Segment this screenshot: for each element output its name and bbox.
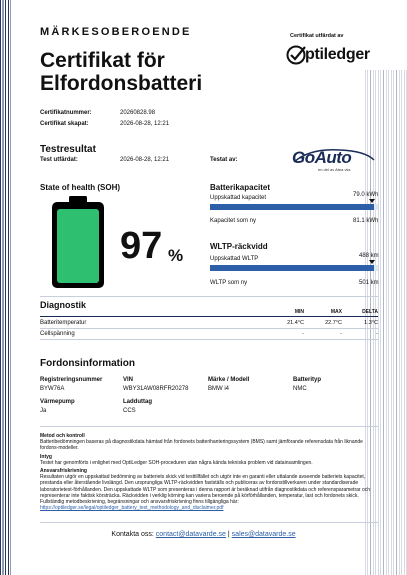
- soh-title: State of health (SOH): [40, 183, 121, 192]
- disclaimer-link[interactable]: https://optiledger.se/legal/optiledger_battery_test_methodology_and_disclaimer.pdf: [40, 505, 224, 512]
- test-issued-value: 2026-08-28, 12:21: [120, 157, 170, 163]
- capacity-title: Batterikapacitet: [210, 183, 271, 192]
- footer-notes: [40, 433, 378, 511]
- divider: [40, 296, 378, 297]
- cert-created-value: 2026-08-28, 12:21: [120, 121, 170, 127]
- wltp-bar-fill: [210, 265, 374, 271]
- left-stripe-decoration: [0, 0, 11, 575]
- vehicle-title: Fordonsinformation: [40, 358, 135, 369]
- capacity-new-value: 81.1 kWh: [353, 218, 379, 224]
- diag-header-delta: DELTA: [362, 309, 378, 315]
- wltp-expected-label: Uppskattad WLTP: [210, 256, 259, 262]
- contact-line: [0, 531, 407, 538]
- cert-created-label: Certifikat skapat:: [40, 121, 89, 127]
- wltp-title: WLTP-räckvidd: [210, 242, 268, 251]
- wltp-new-value: 501 km: [359, 280, 379, 286]
- brand-name: ptiledger: [305, 46, 370, 63]
- capacity-bar-fill: [210, 204, 374, 210]
- wltp-expected-value: 488 km: [359, 253, 379, 259]
- title-line-1: Certifikat för: [40, 49, 165, 72]
- heatpump-label: Värmepump: [40, 399, 75, 405]
- diag-row-delta: -: [376, 331, 378, 337]
- capacity-marker-icon: [369, 199, 375, 203]
- capacity-bar: [210, 204, 378, 210]
- optiledger-check-icon: [285, 44, 307, 66]
- diag-row-name: Cellspänning: [40, 331, 75, 337]
- intyg-title: Intyg: [40, 453, 52, 460]
- vin-value: WBY31AW08RFR20278: [123, 386, 189, 392]
- diag-row-delta: 1.3°C: [364, 320, 378, 326]
- charge-port-value: CCS: [123, 408, 136, 414]
- wltp-marker-icon: [369, 260, 375, 264]
- diagnostics-title: Diagnostik: [40, 300, 87, 310]
- method-title: Metod och kontroll: [40, 433, 85, 439]
- method-body: Batteribedömningen baseras på diagnostikdata hämtad från fordonets batterihanteringssystem (BMS) samt jämförande referensdata från liknande fordons-modeller.: [40, 439, 363, 452]
- charge-port-label: Ladduttag: [123, 399, 152, 405]
- battery-icon: [52, 196, 104, 288]
- wltp-new-label: WLTP som ny: [210, 280, 248, 286]
- model-label: Märke / Modell: [208, 377, 250, 383]
- battery-level-fill: [57, 209, 99, 283]
- wltp-bar: [210, 265, 378, 271]
- diag-row-max: 22.7°C: [325, 320, 342, 326]
- cert-number-value: 20260828.98: [120, 110, 156, 116]
- contact-separator: |: [227, 531, 230, 538]
- heatpump-value: Ja: [40, 408, 47, 414]
- liability-title: Ansvarsfriskrivning: [40, 468, 87, 475]
- capacity-new-label: Kapacitet som ny: [210, 218, 257, 224]
- diag-header-rule: [40, 316, 378, 317]
- divider: [40, 522, 378, 523]
- vin-label: VIN: [123, 377, 134, 383]
- diag-header-min: MIN: [294, 309, 304, 315]
- reg-value: BYW76A: [40, 386, 65, 392]
- diag-row-max: -: [340, 331, 342, 337]
- lead-heading: MÄRKESOBEROENDE: [40, 26, 192, 38]
- model-value: BMW i4: [208, 386, 229, 392]
- capacity-expected-value: 79.0 kWh: [353, 192, 379, 198]
- goauto-logo: [290, 146, 376, 176]
- tested-by-label: Testat av:: [210, 157, 238, 163]
- cert-number-label: Certifikatnummer:: [40, 110, 92, 116]
- divider: [40, 426, 378, 427]
- title-line-2: Elfordonsbatteri: [40, 72, 203, 95]
- intyg-body: Testet har genomförts i enlighet med OptiLedger SOH-proceduren utan några kända tekniska problem vid datainsamlingen.: [40, 459, 313, 466]
- diag-header-max: MAX: [330, 309, 342, 315]
- soh-value: 97: [120, 225, 163, 267]
- soh-unit: %: [168, 246, 184, 265]
- battery-type-label: Batterityp: [293, 377, 322, 383]
- contact-email[interactable]: contact@datavarde.se: [155, 531, 226, 538]
- liability-body: [40, 474, 378, 511]
- diag-row-rule: [40, 339, 378, 340]
- sales-email[interactable]: sales@datavarde.se: [231, 531, 296, 538]
- issued-by-label: Certifikat utfärdat av: [290, 33, 344, 39]
- reg-label: Registreringsnummer: [40, 377, 103, 383]
- battery-type-value: NMC: [293, 386, 307, 392]
- test-title: Testresultat: [40, 144, 96, 155]
- capacity-expected-label: Uppskattad kapacitet: [210, 195, 267, 201]
- test-issued-label: Test utfärdat:: [40, 157, 78, 163]
- goauto-subtitle: en del av Atea vks: [318, 167, 351, 172]
- diag-row-min: 21.4°C: [287, 320, 304, 326]
- liability-text: Resultaten utgör en uppskattad bedömning av batteriets skick vid testtillfället och utgör inte en garanti eller uttalande avseende batteriets kapacitet, prestanda eller återstående livslängd. Den ursprungliga WLTP-räckvidden fastställs och publiceras av fordonstillverkaren under standardiserade laboratorietest-förhållanden. Den uppskattade WLTP som presenteras i denna rapport är beräknad utifrån diagnostikdata och referensparametrar och representerar inte faktisk körsträcka. Räckvidden i verklig körning kan variera beroende på körförhållanden, temperatur, last och fordonets skick. Fullständig metodbeskrivning, begränsningar och ansvarsfriskrivning finns tillgängliga här:: [40, 474, 371, 506]
- optiledger-logo: [285, 44, 370, 66]
- contact-label: Kontakta oss:: [111, 531, 154, 538]
- diag-row-rule: [40, 328, 378, 329]
- goauto-wordmark: GoAuto: [292, 148, 352, 167]
- diag-row-min: -: [302, 331, 304, 337]
- diag-row-name: Batteritemperatur: [40, 320, 87, 326]
